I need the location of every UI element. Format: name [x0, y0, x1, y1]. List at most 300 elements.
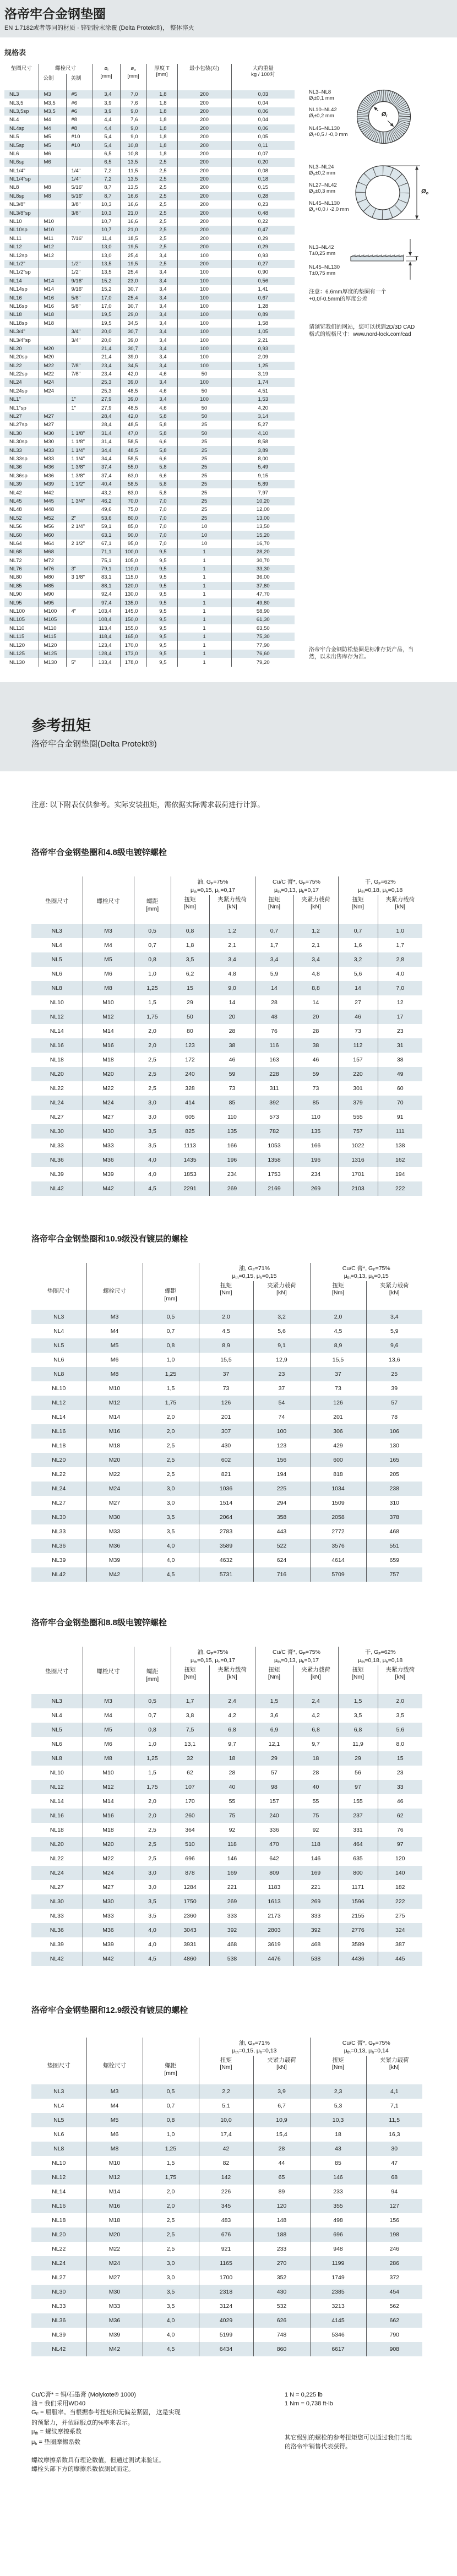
tolerance-inner-3	[309, 126, 347, 139]
unit-conversions	[285, 2390, 439, 2408]
cell	[66, 311, 93, 319]
cell: NL27	[50, 1113, 64, 1120]
cell: 205	[366, 1467, 422, 1482]
table-row	[4, 370, 295, 378]
cell	[66, 641, 93, 649]
cell: 50	[171, 1010, 209, 1024]
spec-table	[4, 64, 295, 667]
cell: 18	[209, 1751, 255, 1766]
cell: 392	[293, 1923, 338, 1937]
cell: 3043	[171, 1923, 209, 1937]
cell: 696	[171, 1851, 209, 1866]
cell: 100	[177, 302, 231, 311]
cell: 36,00	[231, 573, 295, 581]
cell: 9,15	[231, 472, 295, 480]
table-row	[4, 540, 295, 548]
cell: 800	[338, 1866, 378, 1880]
cell: 30,7	[120, 285, 146, 293]
cell: 166	[293, 1139, 338, 1153]
cell: 14	[338, 981, 378, 995]
cell: NL39	[52, 2332, 66, 2339]
cell: NL30	[52, 1514, 66, 1521]
lubrication-group-oil: 油, $G_F=75\%$ $\mu_{th}=0,15$, $\mu_h=0,17$	[171, 876, 255, 895]
cell: 464	[338, 1837, 378, 1851]
col-header-pitch: 螺距 [mm]	[134, 1647, 171, 1694]
cell: 10	[177, 522, 231, 531]
cell: 7,5	[171, 1723, 209, 1737]
cell: 62	[171, 1766, 209, 1780]
cell: 1,6	[338, 938, 378, 952]
cell: 1853	[171, 1167, 209, 1181]
cell: 1 3/8"	[66, 472, 93, 480]
table-row	[4, 582, 295, 590]
cell: NL8	[51, 1755, 62, 1762]
cell: NL27sp	[9, 422, 28, 428]
washer-thickness-profile-diagram	[349, 238, 448, 282]
cell: 92	[209, 1823, 255, 1837]
cell: 62	[378, 1809, 422, 1823]
cell: 2,0	[143, 1410, 199, 1424]
cell: 113,4	[93, 624, 120, 633]
cell: 7,0	[146, 514, 177, 522]
cell: NL14	[50, 1798, 64, 1805]
tolerance-outer-1	[309, 164, 335, 178]
cell	[66, 556, 93, 564]
cell: 1,41	[231, 285, 295, 293]
cell	[66, 353, 93, 361]
col-header-torque: 扭矩 [Nm]	[199, 1281, 253, 1310]
cell: 200	[177, 175, 231, 183]
cell: 188	[253, 2228, 310, 2242]
cell: 0,5	[143, 1310, 199, 1324]
cell: M18	[83, 1053, 134, 1067]
cell: 27,9	[93, 395, 120, 404]
cell: 100	[177, 378, 231, 386]
cell: NL4	[53, 1328, 64, 1335]
cell: 11,5	[120, 167, 146, 175]
cell: 2,5	[146, 209, 177, 217]
cell: #8	[66, 124, 93, 133]
cell: 3124	[199, 2299, 253, 2313]
cell: 1,75	[134, 1010, 171, 1024]
cell: M4	[86, 2099, 143, 2113]
cell: 100,0	[120, 548, 146, 556]
cell: M72	[39, 556, 66, 564]
cell: 1,5	[143, 1381, 199, 1396]
cell: 4,10	[231, 429, 295, 438]
cell: 0,08	[231, 167, 295, 175]
table-row	[4, 319, 295, 328]
cell: 100	[177, 268, 231, 276]
cell: 28	[255, 995, 293, 1010]
cell: 3,4	[146, 285, 177, 293]
col-header-pitch: 螺距 [mm]	[143, 1263, 199, 1310]
table-row	[31, 1353, 422, 1367]
other-classes-note	[285, 2433, 439, 2451]
cell: 28	[293, 1024, 338, 1038]
cell: 100	[177, 328, 231, 336]
cell: 46	[378, 1794, 422, 1809]
cell: M30	[39, 438, 66, 446]
page-subtitle: EN 1.7182或者等同的材质 · 锌铝粉末涂覆 (Delta Protekt®)， 整体淬火	[4, 25, 194, 31]
cell: 2,0	[143, 2185, 199, 2199]
cell: M14	[86, 2185, 143, 2199]
cell: 2,0	[134, 1794, 171, 1809]
cell: 4,5	[310, 1324, 366, 1338]
cell: 573	[255, 1110, 293, 1124]
cell: 44	[253, 2156, 310, 2170]
cell: 200	[177, 116, 231, 124]
cell: 9,7	[209, 1737, 255, 1751]
cell: 0,29	[231, 235, 295, 243]
table-row	[31, 1751, 422, 1766]
cell: 3,9	[93, 99, 120, 107]
cell: 6617	[310, 2342, 366, 2356]
cell: NL4	[9, 117, 19, 123]
col-header-clamp-load: 夹紧力载荷 [kN]	[209, 1665, 255, 1694]
cell: NL11	[9, 235, 22, 242]
cell: 14	[209, 995, 255, 1010]
table-row	[31, 1324, 422, 1338]
cell: 1,05	[231, 328, 295, 336]
header-banner	[0, 0, 457, 37]
cell: M39	[86, 2328, 143, 2342]
cell: 1034	[310, 1482, 366, 1496]
col-header-clamp-load: 夹紧力载荷 [kN]	[378, 895, 422, 924]
text-line: NL3–NL8	[309, 89, 331, 95]
cell: 7,97	[231, 488, 295, 497]
cell: M42	[39, 488, 66, 497]
cell	[66, 158, 93, 166]
cell: M10	[39, 226, 66, 234]
cell: 2,5	[143, 2242, 199, 2256]
cell: 200	[177, 243, 231, 251]
cell: 1053	[255, 1139, 293, 1153]
table-row	[31, 1167, 422, 1181]
cell: 510	[171, 1837, 209, 1851]
cell	[39, 404, 66, 412]
cell	[66, 531, 93, 539]
text-line: $Ø_i\pm 0,1$ mm	[309, 95, 334, 102]
cell: M4	[39, 116, 66, 124]
cell: NL20	[50, 1840, 64, 1848]
cell: 1036	[199, 1482, 253, 1496]
cell: 7,1	[366, 2099, 422, 2113]
cell: 3619	[255, 1937, 293, 1952]
cell: 57	[255, 1766, 293, 1780]
cell: 3,6	[255, 1708, 293, 1723]
cell: NL22	[52, 1471, 66, 1478]
cell: 49	[378, 1067, 422, 1081]
cell: 130	[366, 1439, 422, 1453]
cell: 15,2	[93, 277, 120, 285]
col-header-clamp-load: 夹紧力载荷 [kN]	[378, 1665, 422, 1694]
cell: 294	[253, 1496, 310, 1510]
table-row	[31, 2127, 422, 2142]
table-row	[31, 2228, 422, 2242]
table-row	[4, 488, 295, 497]
cell: 1	[177, 590, 231, 598]
cell: NL115	[9, 634, 25, 640]
cell: 200	[177, 226, 231, 234]
table-row	[31, 1952, 422, 1966]
thickness-tolerance-note	[309, 288, 453, 303]
cell: 3 1/8"	[66, 573, 93, 581]
outer-diameter-dim-label: $Ø_o$	[421, 188, 429, 195]
table-row	[4, 336, 295, 344]
cell: 7,2	[93, 167, 120, 175]
cell: 4,6	[146, 387, 177, 395]
cell: NL110	[9, 625, 25, 631]
cell: 19,5	[93, 319, 120, 328]
cell: 1199	[310, 2256, 366, 2270]
cell	[66, 345, 93, 353]
cell: 2,5	[146, 175, 177, 183]
cell: NL3	[51, 1697, 62, 1704]
cell: NL72	[9, 557, 22, 564]
cell: 9,0	[120, 124, 146, 133]
cell: 3,9	[253, 2084, 310, 2099]
cell: 0,04	[231, 99, 295, 107]
cell	[66, 624, 93, 633]
cell: 2,5	[146, 158, 177, 166]
spec-header-row	[4, 64, 295, 74]
cell: 29	[338, 1751, 378, 1766]
cell: 91	[378, 1110, 422, 1124]
col-header-us: 美制	[66, 74, 93, 90]
cell: 0,56	[231, 277, 295, 285]
cell: NL90	[9, 591, 22, 598]
table-row	[4, 328, 295, 336]
cell: NL42	[50, 1185, 64, 1192]
cell: 269	[293, 1181, 338, 1196]
cell: NL33	[52, 1528, 66, 1535]
cell: M12	[39, 251, 66, 259]
cell: M11	[39, 235, 66, 243]
cell	[66, 616, 93, 624]
table-row	[31, 1453, 422, 1467]
cell: NL125	[9, 650, 25, 657]
cell: M10	[83, 1766, 134, 1780]
cell: M12	[39, 243, 66, 251]
cell: 61,30	[231, 616, 295, 624]
cell: 165,0	[120, 633, 146, 641]
cell: 6,5	[93, 150, 120, 158]
cell: 2,5	[146, 183, 177, 192]
cell: 2,3	[310, 2084, 366, 2099]
col-header-clamp-load: 夹紧力载荷 [kN]	[293, 895, 338, 924]
cell: 2,5	[146, 167, 177, 175]
cell: M18	[86, 1439, 143, 1453]
cell: 522	[253, 1539, 310, 1553]
cell: 10,20	[231, 497, 295, 505]
cell: 0,29	[231, 243, 295, 251]
cell: 100	[177, 345, 231, 353]
cell: 2,5	[146, 226, 177, 234]
cell: 201	[310, 1410, 366, 1424]
cell: NL18	[50, 1826, 64, 1833]
cell: M3,5	[39, 107, 66, 116]
cell: 2,5	[134, 1823, 171, 1837]
cell: 3,89	[231, 446, 295, 454]
cell: 1,25	[143, 2142, 199, 2156]
cell: 333	[293, 1909, 338, 1923]
cell: 100	[177, 251, 231, 259]
table-row	[31, 1866, 422, 1880]
torque-table-body	[31, 924, 422, 1196]
cell: 3/4"	[66, 336, 93, 344]
cell: 9,0	[120, 133, 146, 141]
cell: NL20	[50, 1070, 64, 1077]
cell: M27	[39, 412, 66, 421]
cell: 825	[171, 1124, 209, 1139]
cell: NL14	[9, 277, 22, 284]
table-row	[31, 1024, 422, 1038]
cell: 1,58	[231, 319, 295, 328]
cell: 6,8	[209, 1723, 255, 1737]
cell: 92	[293, 1823, 338, 1837]
cell: 3"	[66, 565, 93, 573]
table-row	[4, 285, 295, 293]
cell: 9,5	[146, 590, 177, 598]
cell: 200	[177, 260, 231, 268]
col-header-bolt-size: 螺栓尺寸	[39, 64, 93, 74]
text-line: $\mu_h$ = 垫圈摩擦系数	[31, 2438, 81, 2446]
cell: 37,80	[231, 582, 295, 590]
text-line: 螺纹摩擦系数具有理论数值，但通过测试来验证。	[31, 2457, 165, 2464]
cell: 379	[338, 1096, 378, 1110]
cell: 0,90	[231, 268, 295, 276]
cell: M64	[39, 540, 66, 548]
cell: 0,22	[231, 217, 295, 226]
torque-group-row	[31, 1263, 422, 1282]
cell: 157	[338, 1053, 378, 1067]
cell: 1"	[66, 395, 93, 404]
cell: NL42	[9, 489, 22, 496]
table-row	[4, 438, 295, 446]
cell: 43	[310, 2142, 366, 2156]
cell: 2,4	[209, 1694, 255, 1708]
col-header-bolt-size: 螺栓尺寸	[86, 1263, 143, 1310]
cell: 1,25	[134, 1751, 171, 1766]
table-row	[31, 1038, 422, 1053]
cell: 6,2	[171, 967, 209, 981]
table-row	[4, 217, 295, 226]
cell: 818	[310, 1467, 366, 1482]
cell: 2,5	[146, 200, 177, 209]
cell: 133,4	[93, 658, 120, 667]
cell: 13,1	[171, 1737, 209, 1751]
cell: 748	[253, 2328, 310, 2342]
cell: 0,20	[231, 158, 295, 166]
cell: NL18	[52, 1442, 66, 1450]
cell: 9,5	[146, 624, 177, 633]
cell: NL36	[52, 1543, 66, 1550]
col-header-washer-size: 垫圈尺寸	[10, 66, 32, 72]
cell: 5,49	[231, 463, 295, 471]
cell: 1 1/4"	[66, 446, 93, 454]
cell: 2,4	[293, 1694, 338, 1708]
cell: 532	[253, 2299, 310, 2313]
cell: 4029	[199, 2313, 253, 2328]
cell: M12	[86, 2170, 143, 2185]
table-row	[4, 446, 295, 454]
cell: 3,0	[143, 2270, 199, 2285]
table-row	[4, 616, 295, 624]
cell: 1	[177, 616, 231, 624]
cell: 0,7	[143, 1324, 199, 1338]
col-header-bolt-size: 螺栓尺寸	[83, 1647, 134, 1694]
cell: 2,0	[143, 2199, 199, 2213]
cell: 470	[255, 1837, 293, 1851]
cell: NL6sp	[9, 159, 25, 166]
cell: NL3/4"sp	[9, 337, 31, 344]
cell: 3,4	[255, 952, 293, 967]
cell	[39, 200, 66, 209]
cell: 9,5	[146, 650, 177, 658]
cell: 716	[253, 1567, 310, 1582]
cell: 626	[253, 2313, 310, 2328]
cell: M22	[86, 2242, 143, 2256]
table-row	[31, 2213, 422, 2228]
cell: NL12	[9, 244, 22, 250]
cell: M3	[86, 1310, 143, 1324]
cell: 28	[293, 1766, 338, 1780]
cell: 2,2	[199, 2084, 253, 2099]
washer-outer-diameter-diagram	[352, 162, 445, 224]
cell: 13,5	[93, 268, 120, 276]
cell: 5,4	[93, 133, 120, 141]
cell: 21,4	[93, 345, 120, 353]
cell: 5,27	[231, 421, 295, 429]
cell: 5,89	[231, 480, 295, 488]
cell: 100	[177, 311, 231, 319]
cell: 50	[177, 404, 231, 412]
cell: 25	[366, 1367, 422, 1381]
cell: 28,4	[93, 421, 120, 429]
cell: 1,0	[143, 2127, 199, 2142]
cell: 7,0	[146, 522, 177, 531]
cell: 92,4	[93, 590, 120, 598]
cell: 8,9	[310, 1338, 366, 1353]
cell: 67,1	[93, 540, 120, 548]
cell: 23	[378, 1024, 422, 1038]
cell: 17,0	[93, 302, 120, 311]
table-row	[31, 1110, 422, 1124]
spec-table-heading: 规格表	[4, 48, 26, 57]
cell: 42,0	[120, 370, 146, 378]
cell: 146	[293, 1851, 338, 1866]
cell: NL8sp	[9, 193, 25, 199]
col-header-torque: 扭矩 [Nm]	[310, 2056, 366, 2084]
cell: 59	[293, 1067, 338, 1081]
cell: 3,5	[378, 1708, 422, 1723]
cell: NL30	[52, 2289, 66, 2296]
cell: 58,5	[120, 438, 146, 446]
cell: 4145	[310, 2313, 366, 2328]
cell: 25	[177, 463, 231, 471]
tolerance-thickness-2	[309, 264, 340, 276]
cell	[39, 395, 66, 404]
cell: 75	[209, 1809, 255, 1823]
cell: M76	[39, 565, 66, 573]
cell: 3,4	[146, 362, 177, 370]
table-row	[4, 633, 295, 641]
cell: 1,25	[231, 362, 295, 370]
cell: 75,1	[93, 556, 120, 564]
col-header-washer-size: 垫圈尺寸	[47, 2062, 70, 2069]
cell: 228	[255, 1067, 293, 1081]
